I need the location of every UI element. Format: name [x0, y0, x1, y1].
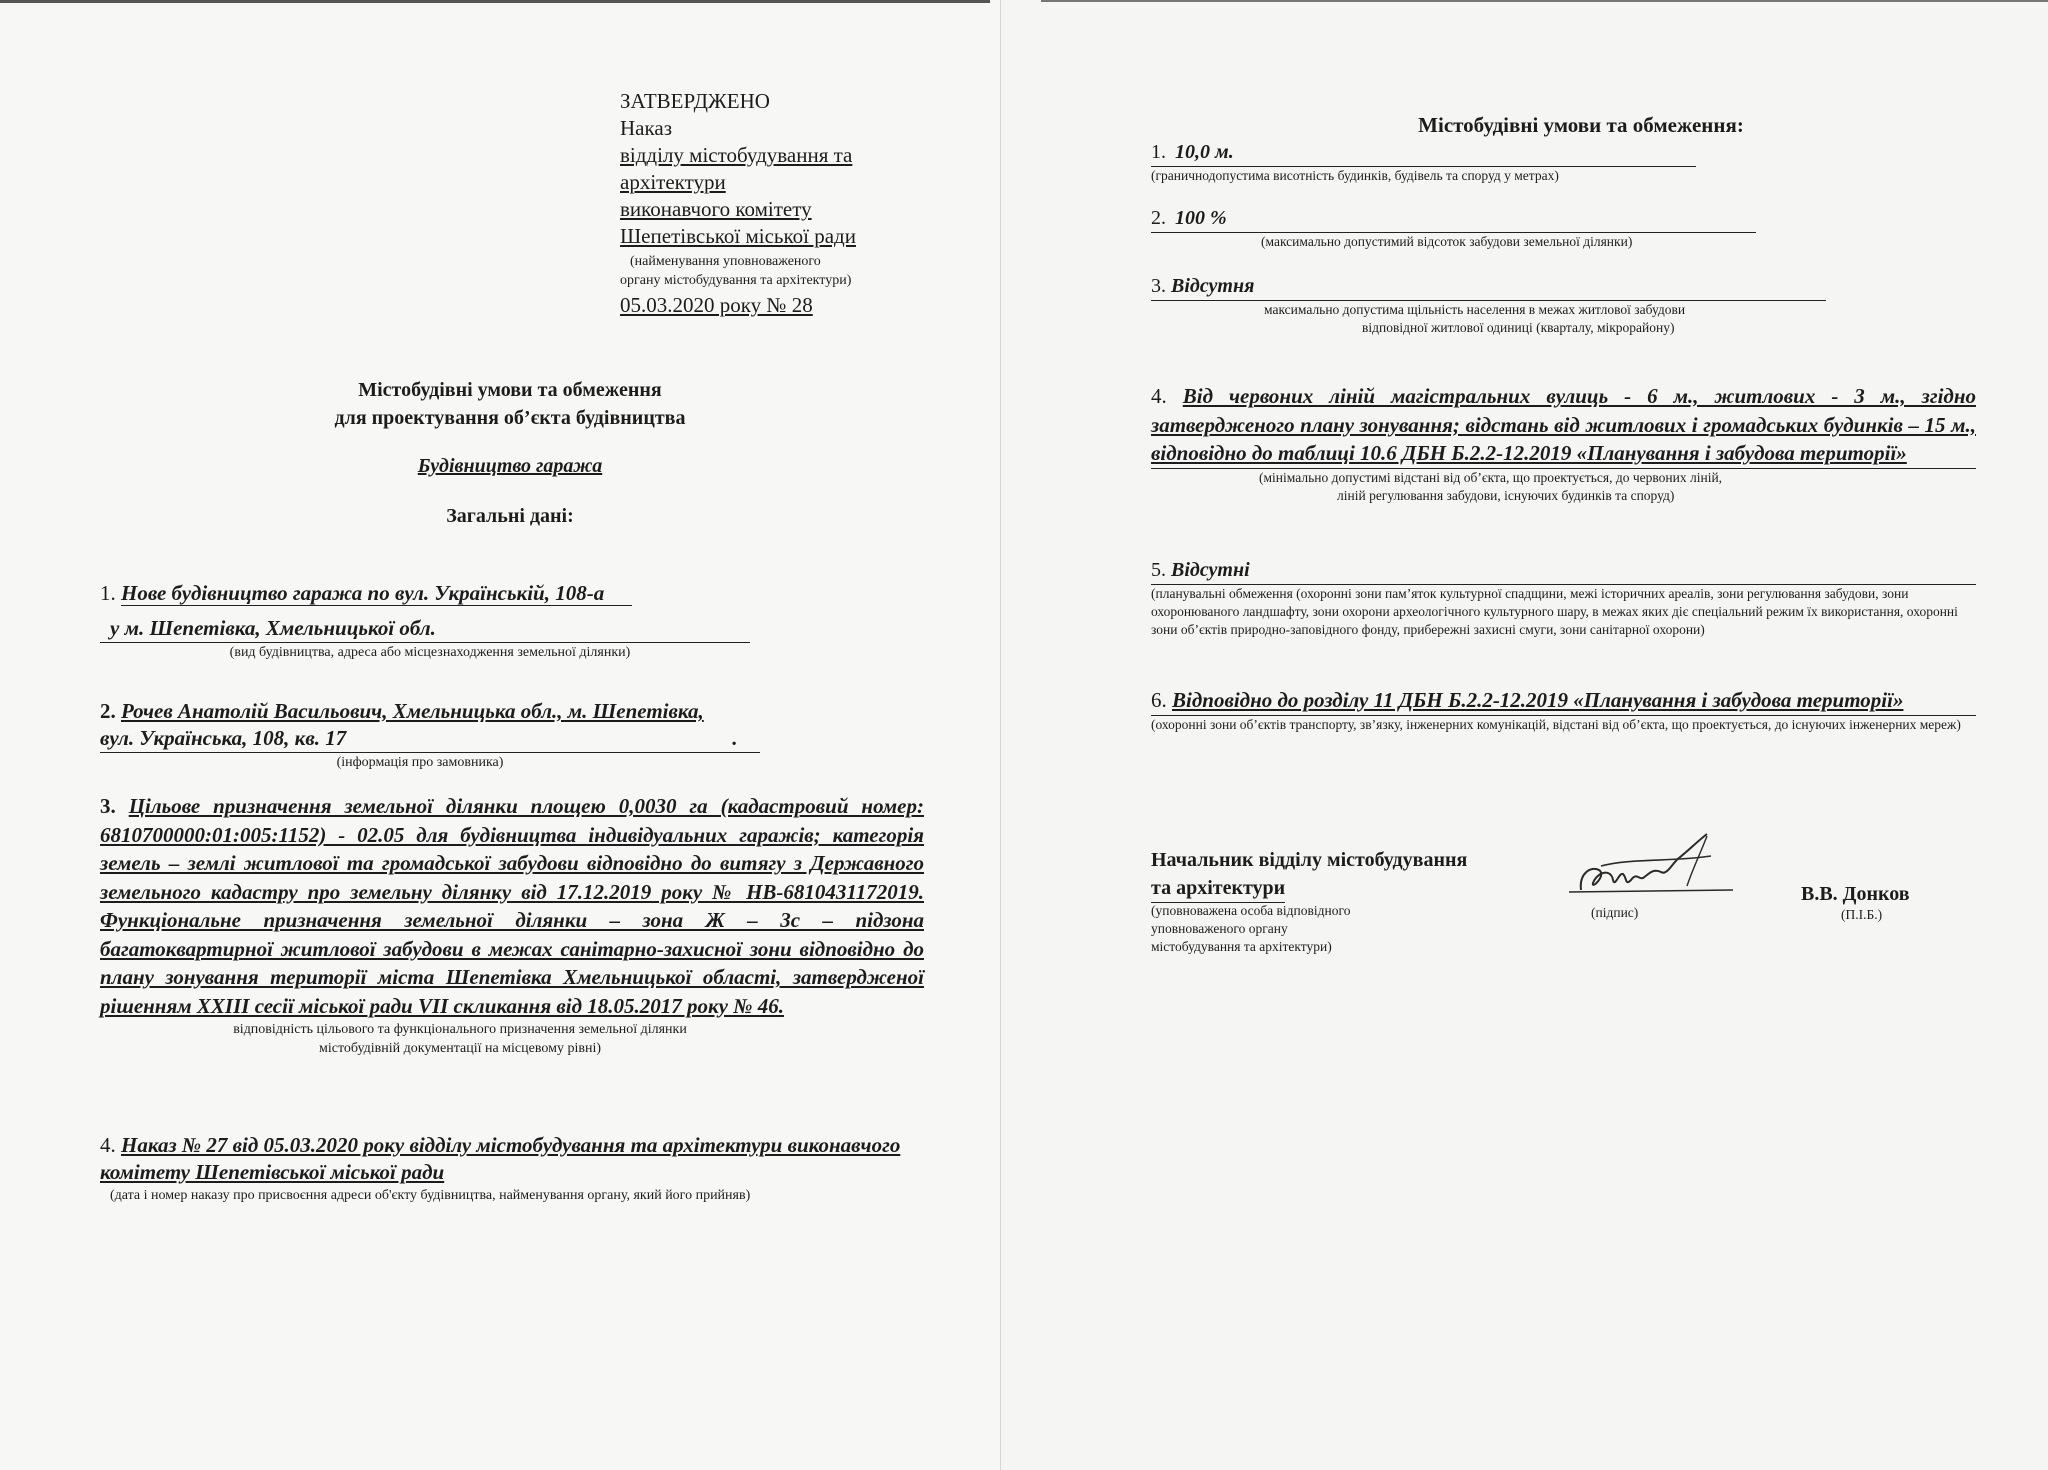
construction-type-address: Нове будівництво гаража по вул. Українській, 108-а — [121, 581, 632, 606]
general-data-title: Загальні дані: — [446, 505, 574, 527]
general-item-3-note: відповідність цільового та функціонального призначення земельної ділянки містобудівній документації на місцевому рівні) — [233, 1022, 687, 1056]
condition-item-5: 5. Відсутні (планувальні обмеження (охоронні зони пам’яток культурної спадщини, межі історичних ареалів, зони регулювання забудови, зони охоронюваного ландшафту, зони охорони археологічного культурного шару, в межах яких діє спеціальний режим їх використання, охоронні зони об’єктів природно-заповідного фонду, прибережні захисні смуги, зони санітарної охорони) — [1151, 556, 1976, 639]
document-heading: Містобудівні умови та обмеження для проектування об’єкта будівництва — [334, 379, 686, 429]
approval-block — [620, 88, 950, 319]
scan-edge — [1041, 0, 2048, 2]
population-density-value: Відсутня — [1171, 275, 1255, 297]
approval-org-note: (найменування уповноваженого органу містобудування та архітектури) — [620, 254, 852, 288]
protection-zones-text: Відповідно до розділу 11 ДБН Б.2.2-12.2019 «Планування і забудова території» — [1172, 688, 1904, 712]
condition-item-2-note: (максимально допустимий відсоток забудови земельної ділянки) — [1261, 234, 1633, 249]
condition-item-1: 1. 10,0 м. (граничнодопустима висотність будинків, будівель та споруд у метрах) — [1151, 138, 1711, 185]
condition-item-3: 3. Відсутня максимально допустима щільність населення в межах житлової забудови відповідної житлової одиниці (кварталу, мікрорайону) — [1151, 272, 1831, 337]
approval-date-number: 05.03.2020 року № 28 — [620, 293, 813, 317]
land-purpose-text: Цільове призначення земельної ділянки площею 0,0030 га (кадастровий номер: 6810700000:01:005:1152) - 02.05 для будівництва індивідуальних гаражів; категорія земель – землі житлової та громадської забудови відповідно до витягу з Державного земельного кадастру про земельну ділянку від 17.12.2019 року № НВ-6810431172019. Функціональне призначення земельної ділянки – зона Ж – 3с – підзона багатоквартирної житлової забудови в межах санітарно-захисної зони відповідно до плану зонування території міста Шепетівка Хмельницької області, затвердженої рішенням XXIII сесії міської ради VII скликання від 18.05.2017 року № 46. — [100, 794, 924, 1018]
object-name: Будівництво гаража — [417, 455, 603, 477]
condition-item-4-note: (мінімально допустимі відстані від об’єкта, що проектується, до червоних ліній, ліній регулювання забудови, існуючих будинків та споруд) — [1259, 469, 1723, 503]
general-item-4: 4. Наказ № 27 від 05.03.2020 року відділу містобудування та архітектури виконавчого комітету Шепетівської міської ради (дата і номер наказу про присвоєння адреси об'єкту будівництва, найменування органу, який його прийняв) — [100, 1132, 920, 1205]
general-item-1-note: (вид будівництва, адреса або місцезнаходження земельної ділянки) — [229, 645, 631, 660]
condition-item-5-note: (планувальні обмеження (охоронні зони пам’яток культурної спадщини, межі історичних ареалів, зони регулювання забудови, зони охоронюваного ландшафту, зони охорони археологічного культурного шару, в межах яких діє спеціальний режим їх використання, охоронні зони об’єктів природно-заповідного фонду, прибережні захисні смуги, зони санітарної охорони) — [1151, 586, 1958, 637]
approval-org-line: Шепетівської міської ради — [620, 224, 856, 248]
condition-item-2: 2. 100 % (максимально допустимий відсоток забудови земельної ділянки) — [1151, 204, 1771, 251]
general-item-1: 1. Нове будівництво гаража по вул. Українській, 108-а у м. Шепетівка, Хмельницької обл. (вид будівництва, адреса або місцезнаходження земельної ділянки) — [100, 580, 760, 662]
general-item-2: 2. Рочев Анатолій Васильович, Хмельницька обл., м. Шепетівка, вул. Українська, 108, кв. 17 . (інформація про замовника) — [100, 698, 820, 772]
address-order-text: Наказ № 27 від 05.03.2020 року відділу містобудування та архітектури виконавчого комітету Шепетівської міської ради — [100, 1133, 901, 1184]
condition-item-6-note: (охоронні зони об’єктів транспорту, зв’язку, інженерних комунікацій, відстані від об’єкта, що проектується, до існуючих інженерних мереж) — [1151, 716, 1961, 732]
signatory-position-note: (уповноважена особа відповідного уповноваженого органу містобудування та архітектури) — [1151, 903, 1351, 954]
right-page — [1001, 0, 2048, 1470]
signature-note: (підпис) — [1591, 905, 1639, 920]
signatory-position: Начальник відділу містобудування та архітектури — [1151, 846, 1551, 903]
approval-title: ЗАТВЕРДЖЕНО — [620, 89, 770, 113]
customer-info: Рочев Анатолій Васильович, Хмельницька обл., м. Шепетівка, — [121, 699, 704, 723]
condition-item-3-note: максимально допустима щільність населення в межах житлової забудови відповідної житлової одиниці (кварталу, мікрорайону) — [1264, 302, 1686, 335]
max-height-value: 10,0 м. — [1175, 141, 1234, 163]
approval-org-line: відділу містобудування та — [620, 143, 853, 167]
condition-item-6: 6. Відповідно до розділу 11 ДБН Б.2.2-12.2019 «Планування і забудова території» (охоронні зони об’єктів транспорту, зв’язку, інженерних комунікацій, відстані від об’єкта, що проектується, до існуючих інженерних мереж) — [1151, 686, 1976, 734]
condition-item-4: 4. Від червоних ліній магістральних вулиць - 6 м., житлових - 3 м., згідно затвердженого плану зонування; відстань від житлових і громадських будинків – 15 м., відповідно до таблиці 10.6 ДБН Б.2.2-12.2019 «Планування і забудова території» (мінімально допустимі відстані від об’єкта, що проектується, до червоних ліній, ліній регулювання забудови, існуючих будинків та споруд) — [1151, 384, 1976, 503]
signatory-name: В.В. Донков — [1801, 883, 1910, 905]
order-label: Наказ — [620, 116, 672, 140]
general-item-2-note: (інформація про замовника) — [336, 755, 504, 770]
scan-edge — [0, 0, 990, 3]
approval-org-line: виконавчого комітету — [620, 197, 812, 221]
conditions-title: Містобудівні умови та обмеження: — [1418, 113, 1744, 137]
signatory-name-note: (П.І.Б.) — [1841, 907, 1883, 922]
condition-item-1-note: (граничнодопустима висотність будинків, будівель та споруд у метрах) — [1151, 168, 1559, 183]
general-item-3: 3. Цільове призначення земельної ділянки площею 0,0030 га (кадастровий номер: 6810700000:01:005:1152) - 02.05 для будівництва індивідуальних гаражів; категорія земель – землі житлової та громадської забудови відповідно до витягу з Державного земельного кадастру про земельну ділянку від 17.12.2019 року № НВ-6810431172019. Функціональне призначення земельної ділянки – зона Ж – 3с – підзона багатоквартирної житлової забудови в межах санітарно-захисної зони відповідно до плану зонування території міста Шепетівка Хмельницької області, затвердженої рішенням XXIII сесії міської ради VII скликання від 18.05.2017 року № 46. відповідність цільового та функціонального призначення земельної ділянки містобудівній документації на місцевому рівні) — [100, 794, 924, 1056]
min-distance-text: Від червоних ліній магістральних вулиць - 6 м., житлових - 3 м., згідно затвердженого плану зонування; відстань від житлових і громадських будинків – 15 м., відповідно до таблиці 10.6 ДБН Б.2.2-12.2019 «Планування і забудова території» — [1151, 384, 1976, 465]
planning-restrictions-value: Відсутні — [1171, 559, 1250, 581]
approval-org-line: архітектури — [620, 170, 726, 194]
handwritten-signature — [1561, 828, 1761, 908]
left-page — [0, 0, 1001, 1470]
general-item-4-note: (дата і номер наказу про присвоєння адреси об'єкту будівництва, найменування органу, який його прийняв) — [110, 1188, 751, 1203]
max-building-percent-value: 100 % — [1175, 207, 1227, 229]
